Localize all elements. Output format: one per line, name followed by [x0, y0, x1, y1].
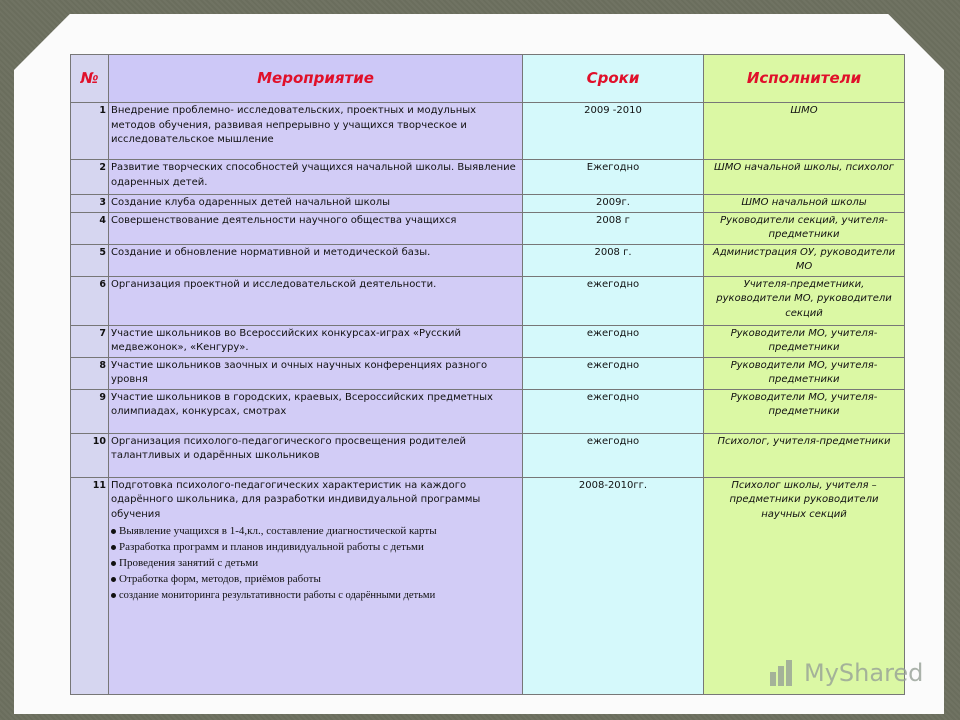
row-num: 4 [71, 212, 109, 244]
row-num: 11 [71, 477, 109, 695]
row-num: 6 [71, 276, 109, 325]
row-executors: Руководители секций, учителя-предметники [704, 212, 905, 244]
list-item-text: Проведения занятий с детьми [119, 556, 259, 569]
row-executors: Руководители МО, учителя-предметники [704, 357, 905, 389]
row-num: 7 [71, 325, 109, 357]
bullet-icon [111, 561, 116, 566]
row-activity: Организация психолого-педагогического просвещения родителей талантливых и одарённых школьников [109, 433, 523, 477]
row-activity: Внедрение проблемно- исследовательских, проектных и модульных методов обучения, развивая непрерывно у учащихся творческое и исследовательское мышление [109, 103, 523, 160]
list-item-text: Отработка форм, методов, приёмов работы [119, 572, 321, 585]
row-executors: Учителя-предметники, руководители МО, руководители секций [704, 276, 905, 325]
list-item-text: создание мониторинга результативности работы с одарёнными детьми [119, 589, 436, 601]
events-table [70, 54, 905, 695]
myshared-watermark [768, 656, 923, 690]
row-activity: Участие школьников заочных и очных научных конференциях разного уровня [109, 357, 523, 389]
header-activity: Мероприятие [109, 55, 523, 103]
row-activity: Участие школьников в городских, краевых, Всероссийских предметных олимпиадах, конкурсах, смотрах [109, 389, 523, 433]
row-dates: ежегодно [523, 433, 704, 477]
myshared-logo-icon [768, 658, 798, 688]
row-num: 3 [71, 195, 109, 213]
bullet-icon [111, 577, 116, 582]
list-item [111, 540, 520, 556]
table-row [71, 389, 905, 433]
list-item [111, 556, 520, 572]
row-activity: Организация проектной и исследовательской деятельности. [109, 276, 523, 325]
table-header-row [71, 55, 905, 103]
row-num: 8 [71, 357, 109, 389]
row-activity: Создание и обновление нормативной и методической базы. [109, 244, 523, 276]
row-activity-text: Подготовка психолого-педагогических характеристик на каждого одарённого школьника, для разработки индивидуальной программы обучения [111, 479, 481, 520]
row-dates: 2008 г. [523, 244, 704, 276]
watermark-text: MyShared [804, 659, 924, 687]
row-dates: ежегодно [523, 325, 704, 357]
list-item [111, 588, 520, 603]
table-row [71, 103, 905, 160]
header-num: № [71, 55, 109, 103]
header-dates: Сроки [523, 55, 704, 103]
table-row [71, 160, 905, 195]
table-row [71, 357, 905, 389]
row-num: 5 [71, 244, 109, 276]
row-dates: ежегодно [523, 389, 704, 433]
row-activity: Совершенствование деятельности научного общества учащихся [109, 212, 523, 244]
table-row [71, 433, 905, 477]
row-dates: ежегодно [523, 276, 704, 325]
bullet-icon [111, 529, 116, 534]
table-row [71, 325, 905, 357]
row-executors: Руководители МО, учителя-предметники [704, 389, 905, 433]
subitem-list [111, 524, 520, 603]
row-activity: Развитие творческих способностей учащихся начальной школы. Выявление одаренных детей. [109, 160, 523, 195]
table-row [71, 195, 905, 213]
row-executors: Психолог, учителя-предметники [704, 433, 905, 477]
row-executors: Психолог школы, учителя – предметники руководители научных секций [704, 477, 905, 695]
header-executors: Исполнители [704, 55, 905, 103]
row-executors: Руководители МО, учителя-предметники [704, 325, 905, 357]
row-num: 1 [71, 103, 109, 160]
list-item [111, 572, 520, 588]
row-executors: ШМО начальной школы [704, 195, 905, 213]
row-executors: ШМО [704, 103, 905, 160]
table-row [71, 244, 905, 276]
row-dates: 2008-2010гг. [523, 477, 704, 695]
row-dates: 2008 г [523, 212, 704, 244]
row-dates: ежегодно [523, 357, 704, 389]
row-dates: Ежегодно [523, 160, 704, 195]
list-item-text: Разработка программ и планов индивидуальной работы с детьми [119, 540, 424, 553]
bullet-icon [111, 593, 116, 598]
row-num: 2 [71, 160, 109, 195]
row-num: 10 [71, 433, 109, 477]
row-dates: 2009 -2010 [523, 103, 704, 160]
row-activity: Создание клуба одаренных детей начальной школы [109, 195, 523, 213]
table-row [71, 212, 905, 244]
table-row [71, 276, 905, 325]
bullet-icon [111, 545, 116, 550]
row-activity: Участие школьников во Всероссийских конкурсах-играх «Русский медвежонок», «Кенгуру». [109, 325, 523, 357]
row-num: 9 [71, 389, 109, 433]
row-activity [109, 477, 523, 695]
row-executors: ШМО начальной школы, психолог [704, 160, 905, 195]
row-dates: 2009г. [523, 195, 704, 213]
list-item-text: Выявление учащихся в 1-4,кл., составление диагностической карты [119, 525, 437, 537]
list-item [111, 524, 520, 540]
row-executors: Администрация ОУ, руководители МО [704, 244, 905, 276]
